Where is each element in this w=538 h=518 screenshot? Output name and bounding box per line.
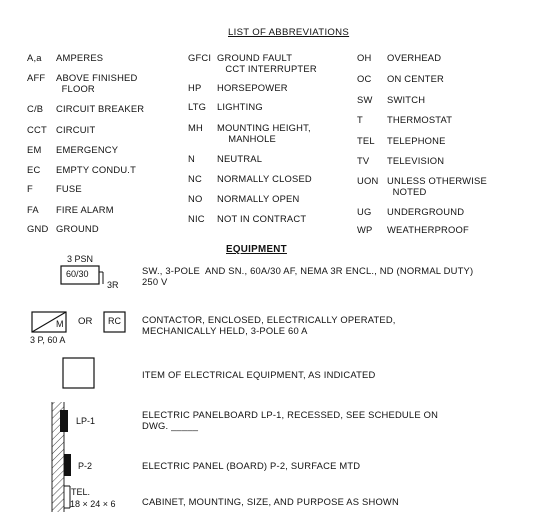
abbr: OH <box>357 52 372 63</box>
abbr: GND <box>27 223 49 234</box>
abbr-def: CIRCUIT BREAKER <box>56 103 145 114</box>
abbr: EM <box>27 144 42 155</box>
abbr: WP <box>357 224 373 235</box>
abbr: HP <box>188 82 202 93</box>
abbr-def: HORSEPOWER <box>217 82 288 93</box>
abbr: UG <box>357 206 372 217</box>
equipment-item-icon <box>62 357 102 393</box>
switch-box-label: 60/30 <box>66 269 89 279</box>
cabinet-type-label: TEL. <box>71 487 91 497</box>
equipment-description: CONTACTOR, ENCLOSED, ELECTRICALLY OPERATED, MECHANICALLY HELD, 3-POLE 60 A <box>142 314 396 336</box>
abbr: UON <box>357 175 379 186</box>
abbr-def: SWITCH <box>387 94 426 105</box>
contactor-m-label: M <box>56 319 64 329</box>
equipment-description: CABINET, MOUNTING, SIZE, AND PURPOSE AS SHOWN <box>142 496 399 507</box>
abbr: NIC <box>188 213 205 224</box>
abbr-def: FUSE <box>56 183 82 194</box>
abbr: SW <box>357 94 373 105</box>
abbr: GFCI <box>188 52 212 63</box>
abbr-def: AMPERES <box>56 52 104 63</box>
abbr: MH <box>188 122 203 133</box>
abbr: T <box>357 114 363 125</box>
abbr: N <box>188 153 195 164</box>
abbr-def: NOT IN CONTRACT <box>217 213 307 224</box>
switch-nema-label: 3R <box>107 280 119 290</box>
abbr-def: CIRCUIT <box>56 124 96 135</box>
abbr-def: TELEVISION <box>387 155 445 166</box>
abbr-def: GROUND <box>56 223 99 234</box>
abbr-def: THERMOSTAT <box>387 114 453 125</box>
abbr-def: GROUND FAULT CCT INTERRUPTER <box>217 52 317 74</box>
abbr: F <box>27 183 33 194</box>
abbr-def: EMPTY CONDU.T <box>56 164 137 175</box>
abbr: NO <box>188 193 203 204</box>
abbr-def: FIRE ALARM <box>56 204 114 215</box>
abbr: C/B <box>27 103 44 114</box>
abbr-def: TELEPHONE <box>387 135 446 146</box>
abbr: OC <box>357 73 372 84</box>
abbr: TEL <box>357 135 375 146</box>
abbr-def: MOUNTING HEIGHT, MANHOLE <box>217 122 311 144</box>
abbr-def: ABOVE FINISHED FLOOR <box>56 72 138 94</box>
abbr-def: LIGHTING <box>217 101 263 112</box>
abbr-def: NEUTRAL <box>217 153 263 164</box>
panel-p-label: P-2 <box>78 461 93 471</box>
abbr-def: UNDERGROUND <box>387 206 465 217</box>
abbr: NC <box>188 173 202 184</box>
equipment-description: ELECTRIC PANELBOARD LP-1, RECESSED, SEE SCHEDULE ON DWG. _____ <box>142 409 439 431</box>
equipment-title: EQUIPMENT <box>226 244 287 255</box>
contactor-or-label: OR <box>78 316 93 327</box>
abbr: LTG <box>188 101 207 112</box>
abbr: A,a <box>27 52 42 63</box>
equipment-description: SW., 3-POLE AND SN., 60A/30 AF, NEMA 3R ENCL., ND (NORMAL DUTY) 250 V <box>142 265 474 287</box>
abbr: AFF <box>27 72 46 83</box>
abbr: CCT <box>27 124 47 135</box>
abbr-def: UNLESS OTHERWISE NOTED <box>387 175 487 197</box>
contactor-rc-label: RC <box>108 316 121 326</box>
abbr-def: OVERHEAD <box>387 52 442 63</box>
equipment-description: ELECTRIC PANEL (BOARD) P-2, SURFACE MTD <box>142 460 361 471</box>
abbr: EC <box>27 164 41 175</box>
abbr-def: NORMALLY OPEN <box>217 193 300 204</box>
switch-rating-label: 3 PSN <box>67 254 94 264</box>
equipment-description: ITEM OF ELECTRICAL EQUIPMENT, AS INDICATED <box>142 369 376 380</box>
abbr-def: NORMALLY CLOSED <box>217 173 312 184</box>
cabinet-size-label: 18 × 24 × 6 <box>70 499 116 509</box>
panel-lp-label: LP-1 <box>76 416 96 426</box>
abbr: FA <box>27 204 39 215</box>
abbreviations-title: LIST OF ABBREVIATIONS <box>228 27 350 38</box>
abbr: TV <box>357 155 370 166</box>
abbr-def: EMERGENCY <box>56 144 119 155</box>
contactor-rating-label: 3 P, 60 A <box>30 335 66 345</box>
abbr-def: ON CENTER <box>387 73 445 84</box>
abbr-def: WEATHERPROOF <box>387 224 469 235</box>
